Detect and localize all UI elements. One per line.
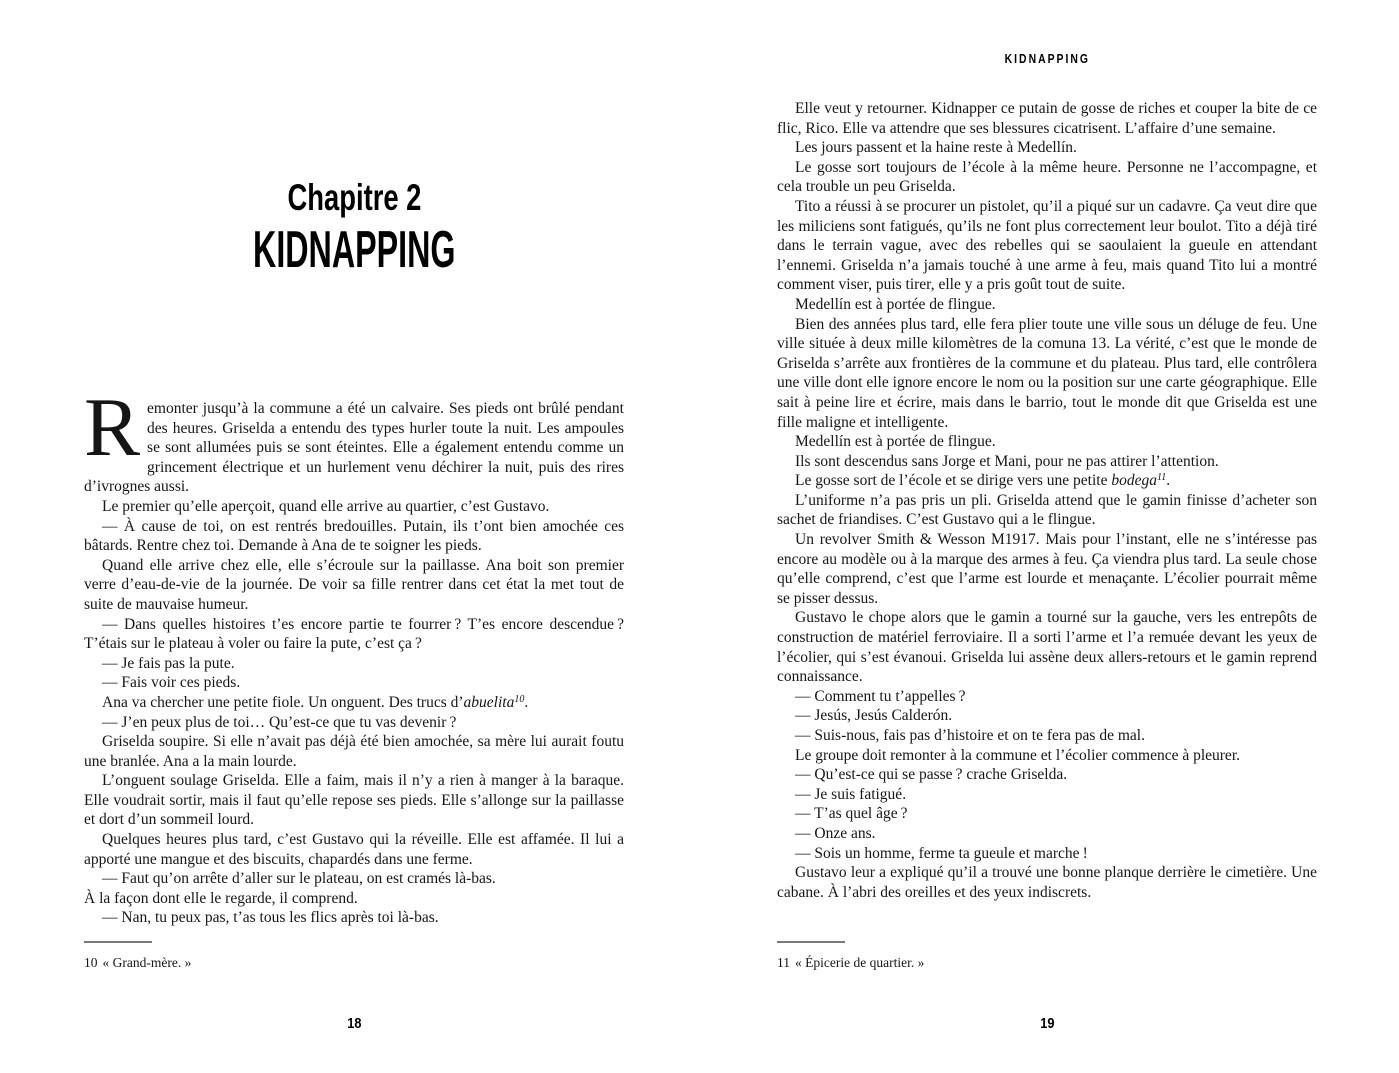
footnote-left [84, 941, 624, 971]
footnote-divider [777, 941, 845, 943]
paragraph [777, 726, 1317, 746]
text-run: Quelques heures plus tard, c’est Gustavo qui la réveille. Elle est affamée. Il lui a apporté une mangue et des biscuits, chapardés dans une ferme. [84, 831, 624, 868]
paragraph [777, 824, 1317, 844]
text-run: Le gosse sort toujours de l’école à la même heure. Personne ne l’accompagne, et cela trouble un peu Griselda. [777, 158, 1317, 196]
text-run: Gustavo leur a expliqué qu’il a trouvé une bonne planque derrière le cimetière. Une cabane. À l’abri des oreilles et des yeux indiscrets. [777, 864, 1317, 901]
paragraph [777, 746, 1317, 766]
text-run: Medellín est à portée de flingue. [795, 433, 996, 451]
chapter-label-text: Chapitre 2 [287, 177, 421, 218]
text-run: — Sois un homme, ferme ta gueule et marche ! [795, 844, 1088, 862]
text-run: — J’en peux plus de toi… Qu’est-ce que tu vas devenir ? [102, 713, 457, 731]
footnote-text: « Grand-mère. » [102, 955, 192, 970]
text-run: L’onguent soulage Griselda. Elle a faim, mais il n’y a rien à manger à la baraque. Elle voudrait sortir, mais il faut qu’elle repose ses pieds. Elle s’allonge sur la paillasse et dort d’un sommeil lourd. [84, 772, 624, 829]
paragraph [84, 556, 624, 615]
footnote-right [777, 941, 1317, 971]
paragraph [777, 785, 1317, 805]
text-run: — Je suis fatigué. [795, 785, 907, 803]
body-text-left [84, 381, 624, 928]
paragraph [84, 908, 624, 928]
footnote-marker: 11 [777, 955, 790, 970]
paragraph [777, 471, 1317, 491]
text-run: Griselda soupire. Si elle n’avait pas déjà été bien amochée, sa mère lui aurait foutu une branlée. Ana a la main lourde. [84, 733, 624, 770]
body-text-right [777, 99, 1317, 902]
drop-cap: R [84, 381, 141, 474]
paragraph [777, 844, 1317, 864]
page-number-text: 18 [346, 1015, 362, 1032]
text-run: Le groupe doit remonter à la commune et l’écolier commence à pleurer. [795, 746, 1240, 764]
text-run: — Suis-nous, fais pas d’histoire et on te fera pas de mal. [795, 727, 1145, 744]
text-run: — Dans quelles histoires t’es encore partie te fourrer ? T’es encore descendue ? T’étais sur le plateau à voler ou faire la pute, c’est ça ? [84, 615, 624, 653]
running-header [777, 51, 1317, 66]
text-run: emonter jusqu’à la commune a été un calvaire. Ses pieds ont brûlé pendant des heures. Griselda a entendu des types hurler toute la nuit. Les ampoules se sont allumées puis se sont éteintes. Elle a également entendu comme un grincement électrique et un hurlement venu déchirer la nuit, puis des rires d’ivrognes aussi. [84, 400, 624, 496]
text-run: — Jesús, Jesús Calderón. [795, 707, 953, 725]
text-run: — Qu’est-ce qui se passe ? crache Griselda. [795, 766, 1068, 784]
paragraph [777, 804, 1317, 824]
footnote-divider [84, 941, 152, 943]
paragraph [777, 863, 1317, 902]
text-run: abuelita [463, 693, 515, 711]
running-header-text: KIDNAPPING [1004, 51, 1090, 66]
paragraph [777, 530, 1317, 608]
paragraph [84, 693, 624, 713]
footnote-reference: 11 [1156, 472, 1167, 484]
page-right [777, 0, 1317, 1073]
text-run: Elle veut y retourner. Kidnapper ce putain de gosse de riches et couper la bite de ce flic, Rico. Elle va attendre que ses blessures cicatrisent. L’affaire d’une semaine. [777, 100, 1317, 137]
text-run: Gustavo le chope alors que le gamin a tourné sur la gauche, vers les entrepôts de construction de matériel ferroviaire. Il a sorti l’arme et l’a remuée devant les yeux de l’écolier, qui s’est évanoui. Griselda lui assène deux allers-retours et le gamin reprend connaissance. [777, 609, 1317, 686]
text-run: Quand elle arrive chez elle, elle s’écroule sur la paillasse. Ana boit son premier verre d’eau-de-vie de la journée. De voir sa fille rentrer dans cet état la met tout de suite de mauvaise humeur. [84, 556, 624, 613]
text-run: — Fais voir ces pieds. [102, 674, 241, 692]
page-left [84, 0, 624, 1073]
paragraph [777, 765, 1317, 785]
footnote-marker: 10 [84, 955, 98, 970]
paragraph [84, 732, 624, 771]
paragraph [777, 138, 1317, 158]
text-run: Le premier qu’elle aperçoit, quand elle arrive au quartier, c’est Gustavo. [102, 497, 550, 515]
chapter-title [84, 221, 624, 279]
text-run: Les jours passent et la haine reste à Medellín. [795, 139, 1077, 157]
paragraph [777, 432, 1317, 452]
paragraph [84, 381, 624, 497]
text-run: Bien des années plus tard, elle fera plier toute une ville sous un déluge de feu. Une ville située à deux mille kilomètres de la comuna 13. La vérité, c’est que le monde de Griselda s’arrête aux frontières de la commune et du plateau. Plus tard, elle contrôlera une ville dont elle ignore encore le nom ou la position sur une carte géographique. Elle sait à peine lire et écrire, mais dans le barrio, tout le monde dit que Griselda est une fille maligne et intelligente. [777, 315, 1317, 431]
text-run: Medellín est à portée de flingue. [795, 295, 996, 313]
page-number-text: 19 [1039, 1015, 1055, 1032]
paragraph [84, 889, 624, 909]
paragraph [777, 608, 1317, 686]
text-run: Le gosse sort de l’école et se dirige vers une petite [795, 472, 1112, 490]
page-number-left [84, 1015, 624, 1032]
text-run: . [1166, 472, 1171, 490]
text-run: Ana va chercher une petite fiole. Un onguent. Des trucs d’ [102, 693, 464, 711]
paragraph [84, 673, 624, 693]
page-number-right [777, 1015, 1317, 1032]
paragraph [777, 491, 1317, 530]
paragraph [777, 158, 1317, 197]
paragraph [84, 713, 624, 733]
text-run: bodega [1111, 472, 1157, 490]
paragraph [777, 706, 1317, 726]
text-run: . [524, 693, 529, 711]
paragraph [84, 517, 624, 556]
text-run: L’uniforme n’a pas pris un pli. Griselda attend que le gamin finisse d’acheter son sachet de friandises. C’est Gustavo qui a le flingue. [777, 491, 1317, 529]
text-run: Tito a réussi à se procurer un pistolet, qu’il a piqué sur un cadavre. Ça veut dire que les miliciens sont fatigués, qu’ils ne font plus correctement leur boulot. Tito a déjà tiré dans le terrain vague, avec des rebelles qui se saoulaient la gueule en attendant l’ennemi. Griselda n’a jamais touché à une arme à feu, mais quand Tito lui a montré comment viser, puis tirer, elle y a pris goût tout de suite. [777, 197, 1317, 294]
text-run: Un revolver Smith & Wesson M1917. Mais pour l’instant, elle ne s’intéresse pas encore au modèle ou à la marque des armes à feu. Ça viendra plus tard. La seule chose qu’elle comprend, c’est que l’arme est lourde et menaçante. L’écolier pourrait même se pisser dessus. [777, 531, 1317, 607]
paragraph [84, 771, 624, 830]
paragraph [777, 452, 1317, 472]
text-run: — À cause de toi, on est rentrés bredouilles. Putain, ils t’ont bien amochée ces bâtards. Rentre chez toi. Demande à Ana de te soigner les pieds. [84, 517, 624, 555]
text-run: — Comment tu t’appelles ? [795, 687, 966, 705]
paragraph [777, 295, 1317, 315]
paragraph [777, 99, 1317, 138]
text-run: — Nan, tu peux pas, t’as tous les flics après toi là-bas. [102, 909, 439, 927]
chapter-title-text: KIDNAPPING [252, 221, 456, 279]
text-run: — T’as quel âge ? [795, 805, 908, 823]
footnote-text: « Épicerie de quartier. » [795, 955, 925, 970]
text-run: — Faut qu’on arrête d’aller sur le plateau, on est cramés là-bas. [102, 870, 496, 888]
paragraph [777, 197, 1317, 295]
paragraph [84, 830, 624, 869]
paragraph [84, 869, 624, 889]
text-run: — Onze ans. [795, 824, 876, 842]
paragraph [84, 497, 624, 517]
paragraph [84, 615, 624, 654]
paragraph [777, 687, 1317, 707]
footnote-reference: 10 [514, 693, 525, 705]
paragraph [84, 654, 624, 674]
paragraph [777, 315, 1317, 433]
text-run: — Je fais pas la pute. [102, 654, 235, 672]
chapter-label [84, 179, 624, 216]
text-run: À la façon dont elle le regarde, il comprend. [84, 889, 358, 907]
text-run: Ils sont descendus sans Jorge et Mani, pour ne pas attirer l’attention. [795, 452, 1219, 470]
